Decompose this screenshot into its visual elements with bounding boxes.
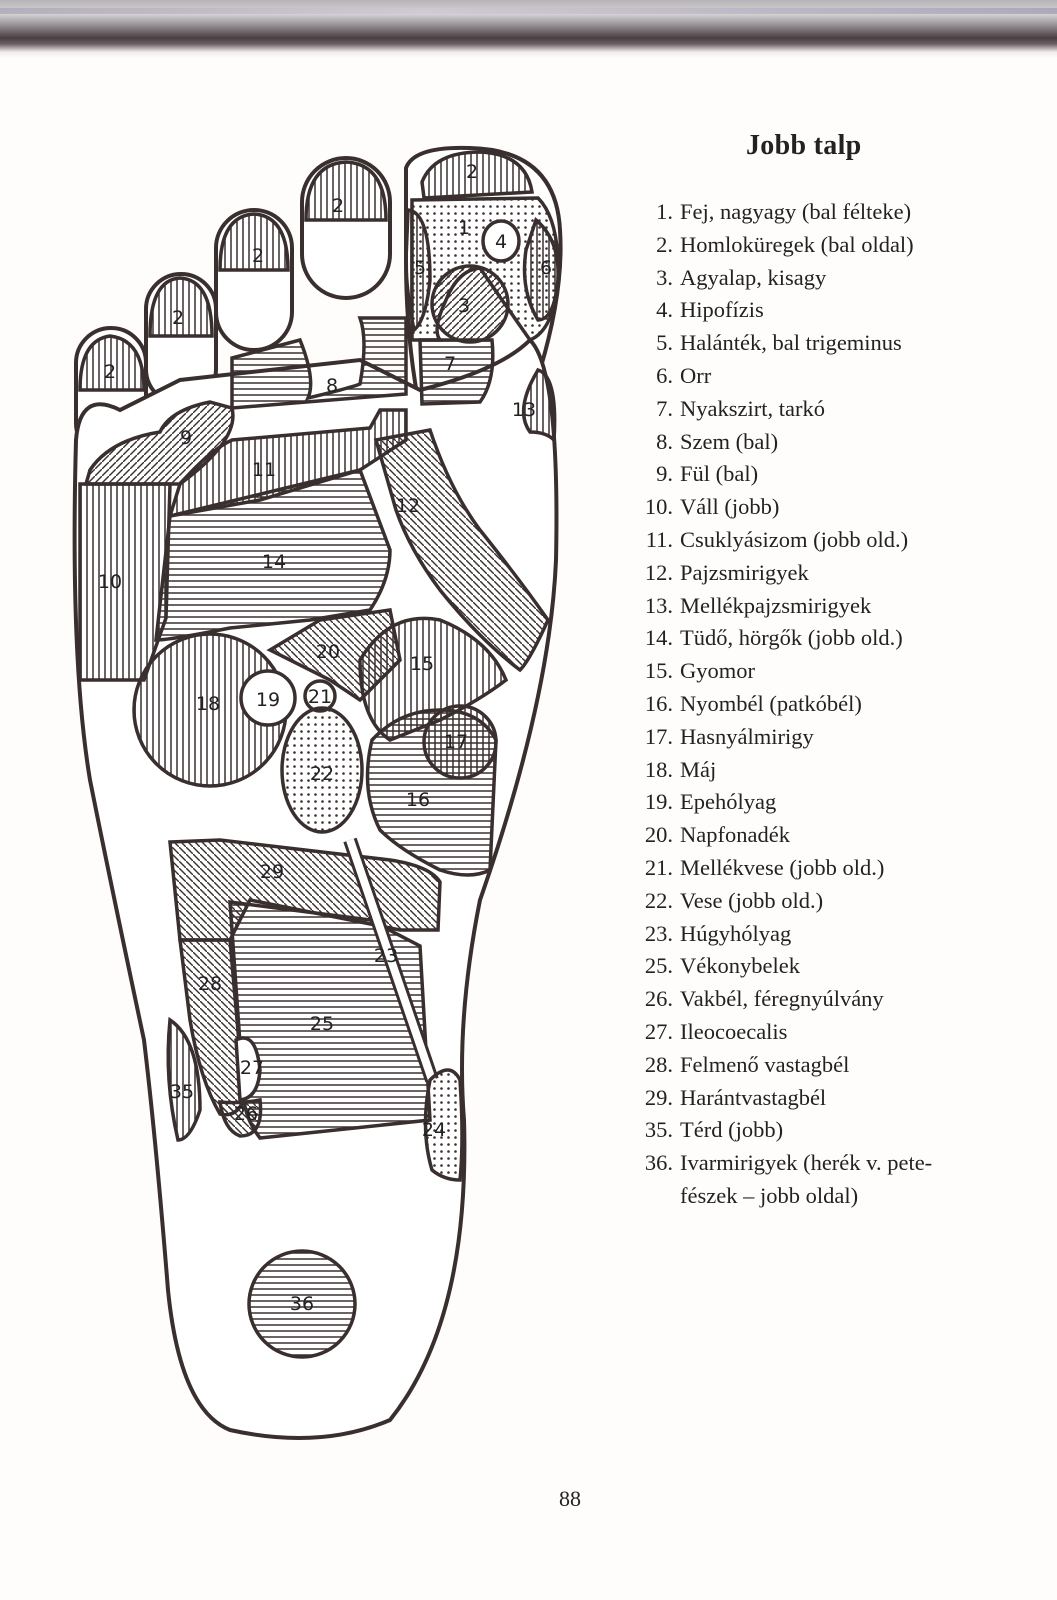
label-16: 16: [405, 789, 431, 811]
label-19: 19: [255, 689, 281, 711]
label-6: 6: [539, 257, 553, 279]
label-2-big: 2: [465, 161, 479, 183]
label-13: 13: [511, 399, 537, 421]
legend-item: 22. Vese (jobb old.): [644, 887, 824, 913]
legend-item: 3. Agyalap, kisagy: [656, 264, 827, 290]
legend-item: 15. Gyomor: [644, 658, 755, 684]
page-fold: [0, 8, 1057, 14]
page-top-edge: [0, 0, 1057, 58]
label-24: 24: [421, 1119, 447, 1141]
label-4: 4: [494, 231, 508, 253]
label-23: 23: [373, 945, 399, 967]
label-1: 1: [457, 217, 471, 239]
legend-item: 25. Vékonybelek: [644, 953, 800, 979]
legend-item: 19. Epehólyag: [644, 789, 777, 815]
label-11: 11: [251, 459, 277, 481]
label-10: 10: [97, 571, 123, 593]
legend-list: [630, 196, 932, 1213]
legend-item: 6. Orr: [656, 362, 712, 388]
legend-item: 36. Ivarmirigyek (herék v. pete-: [644, 1150, 933, 1176]
legend-item: 21. Mellékvese (jobb old.): [644, 854, 885, 880]
legend-item: 4. Hipofízis: [656, 297, 764, 323]
legend-item: 17. Hasnyálmirigy: [644, 723, 814, 749]
label-20: 20: [315, 641, 341, 663]
label-2-t2: 2: [331, 195, 345, 217]
label-2-t4: 2: [171, 307, 185, 329]
legend-item: 8. Szem (bal): [656, 428, 779, 454]
legend-item: 2. Homloküregek (bal oldal): [656, 231, 914, 257]
legend-item: 7. Nyakszirt, tarkó: [656, 395, 825, 421]
legend-item: 27. Ileocoecalis: [644, 1018, 788, 1044]
legend-item: 18. Máj: [644, 756, 717, 782]
legend-item: 14. Tüdő, hörgők (jobb old.): [644, 625, 903, 651]
label-29: 29: [259, 861, 285, 883]
legend-item: 35. Térd (jobb): [644, 1117, 784, 1143]
legend-item: 11. Csuklyásizom (jobb old.): [645, 526, 909, 552]
foot-reflexology-diagram: [60, 140, 580, 1460]
legend-item: 29. Harántvastagbél: [644, 1084, 827, 1110]
legend-item: 5. Halánték, bal trigeminus: [656, 330, 902, 356]
label-14: 14: [261, 551, 287, 573]
legend-item-continuation: fészek – jobb oldal): [680, 1182, 859, 1208]
label-35: 35: [169, 1081, 195, 1103]
label-12: 12: [395, 495, 421, 517]
label-7: 7: [443, 353, 457, 375]
page-number: 88: [559, 1486, 581, 1511]
legend-item: 16. Nyombél (patkóbél): [644, 690, 862, 716]
legend-item: 20. Napfonadék: [644, 822, 790, 848]
label-3: 3: [457, 295, 471, 317]
legend-item: 10. Váll (jobb): [644, 494, 780, 520]
label-27: 27: [239, 1057, 265, 1079]
label-26: 26: [233, 1103, 259, 1125]
legend-item: 9. Fül (bal): [656, 461, 759, 487]
label-9: 9: [179, 427, 193, 449]
label-25: 25: [309, 1013, 335, 1035]
page-title: Jobb talp: [746, 130, 862, 161]
label-5: 5: [413, 257, 427, 279]
legend-item: 13. Mellékpajzsmirigyek: [644, 592, 872, 618]
label-2-t5: 2: [103, 361, 117, 383]
legend-item: 26. Vakbél, féregnyúlvány: [644, 986, 884, 1012]
label-22: 22: [309, 763, 335, 785]
label-21: 21: [307, 686, 333, 708]
label-2-t3: 2: [251, 245, 265, 267]
label-15: 15: [409, 653, 435, 675]
legend-item: 1. Fej, nagyagy (bal félteke): [656, 199, 912, 224]
label-18: 18: [195, 693, 221, 715]
legend-item: 28. Felmenő vastagbél: [644, 1051, 850, 1077]
label-36: 36: [289, 1293, 315, 1315]
zone-7: [420, 340, 493, 404]
legend-item: 23. Húgyhólyag: [644, 920, 792, 946]
legend-item: 12. Pajzsmirigyek: [644, 559, 809, 585]
label-17: 17: [443, 731, 469, 753]
label-8: 8: [325, 375, 339, 397]
label-28: 28: [197, 973, 223, 995]
